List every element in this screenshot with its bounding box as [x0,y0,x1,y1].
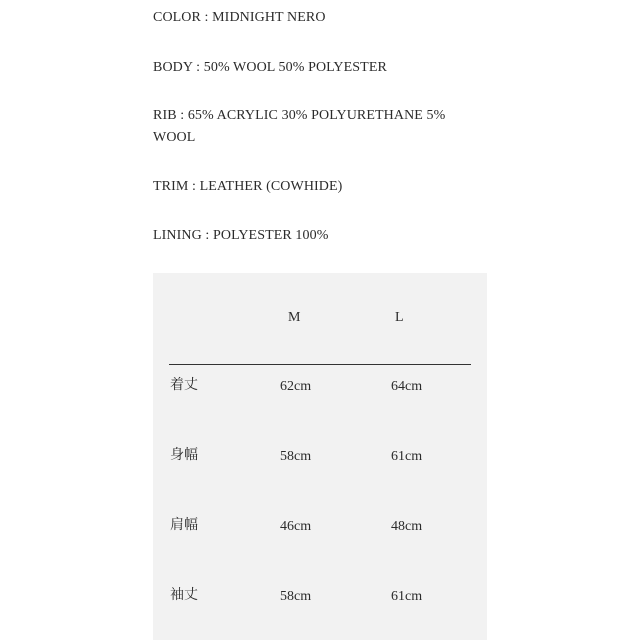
row-label-shoulder: 肩幅 [170,518,198,533]
cell-shoulder-m: 46cm [280,519,312,534]
spec-rib-line-1: RIB : 65% ACRYLIC 30% POLYURETHANE 5% [153,108,446,123]
spec-rib-line-2: WOOL [153,130,196,145]
size-header-m: M [288,310,301,325]
spec-color: COLOR : MIDNIGHT NERO [153,10,326,25]
size-table [153,273,487,640]
spec-body: BODY : 50% WOOL 50% POLYESTER [153,60,387,75]
header-divider [169,364,471,365]
cell-sleeve-m: 58cm [280,589,312,604]
cell-width-m: 58cm [280,449,312,464]
cell-length-l: 64cm [391,379,423,394]
spec-rib [153,105,483,149]
cell-length-m: 62cm [280,379,312,394]
row-label-sleeve: 袖丈 [170,588,198,603]
row-label-width: 身幅 [170,448,198,463]
cell-width-l: 61cm [391,449,423,464]
spec-lining: LINING : POLYESTER 100% [153,228,329,243]
cell-shoulder-l: 48cm [391,519,423,534]
cell-sleeve-l: 61cm [391,589,423,604]
spec-trim: TRIM : LEATHER (COWHIDE) [153,179,343,194]
size-header-l: L [395,310,404,325]
row-label-length: 着丈 [170,378,198,393]
